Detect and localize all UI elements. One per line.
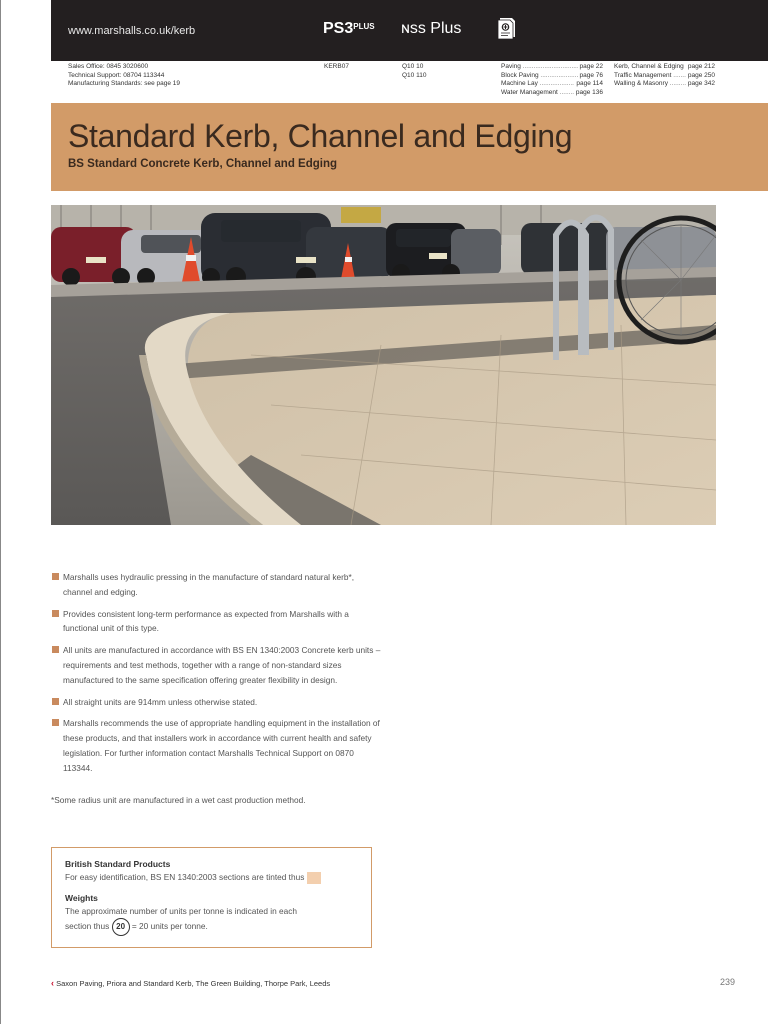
list-item-text: All units are manufactured in accordance with BS EN 1340:2003 Concrete kerb units – requirements and test methods, together with a range of non-standard sizes manufactured to the same specification offering greater flexibility in design.: [63, 645, 381, 685]
list-item: [51, 643, 381, 687]
photo-caption-text: Saxon Paving, Priora and Standard Kerb, The Green Building, Thorpe Park, Leeds: [56, 979, 331, 988]
page-index-entry[interactable]: [501, 63, 603, 72]
bs-products-desc: For easy identification, BS EN 1340:2003 sections are tinted thus: [65, 872, 305, 882]
page-index-column-2: [614, 63, 715, 89]
page-index-entry[interactable]: [614, 72, 715, 81]
site-url-link[interactable]: www.marshalls.co.uk/kerb: [68, 25, 196, 37]
ps3-logo-sup: PLUS: [353, 22, 375, 31]
list-item-text: Marshalls recommends the use of appropriate handling equipment in the installation of these products, and that installers work in accordance with current health and safety legislation. For further information contact Marshalls Technical Support on 0870 113344.: [63, 718, 380, 773]
page-index-label: Kerb, Channel & Edging .....: [614, 63, 686, 72]
kerb-photo: [51, 205, 716, 525]
certificate-icon: [497, 16, 517, 40]
page-index-entry[interactable]: [501, 89, 603, 98]
weights-heading: Weights: [65, 893, 98, 903]
list-item: [51, 607, 381, 637]
list-item-text: Provides consistent long-term performance as expected from Marshalls with a functional unit of this type.: [63, 608, 349, 634]
page-index-entry[interactable]: [501, 80, 603, 89]
ps3-plus-logo: [323, 20, 375, 38]
bullet-square-icon: [52, 573, 59, 580]
page-index-page: page 114: [576, 80, 603, 87]
photo-caption: [51, 978, 330, 988]
page-index-label: Traffic Management .....: [614, 72, 686, 81]
list-item: [51, 570, 381, 600]
bs-products-text: [65, 870, 358, 884]
header-bar: [51, 0, 768, 61]
bullet-square-icon: [52, 698, 59, 705]
page-index-column-1: [501, 63, 603, 97]
page-number: 239: [720, 977, 736, 987]
chevron-left-icon: ‹: [51, 978, 54, 988]
weights-post: = 20 units per tonne.: [131, 921, 208, 932]
page-index-entry[interactable]: [501, 72, 603, 81]
page-index-label: Machine Lay .....: [501, 80, 574, 89]
page-index-label: Water Management .....: [501, 89, 574, 98]
page-index-page: page 136: [575, 88, 603, 96]
feature-list: [51, 570, 381, 783]
page-index-page: page 212: [687, 63, 715, 70]
list-item: [51, 695, 381, 710]
list-item-text: Marshalls uses hydraulic pressing in the manufacture of standard natural kerb*, channel and edging.: [63, 572, 355, 597]
page-edge-line: [0, 0, 1, 1024]
page-index-label: Paving .....: [501, 63, 578, 72]
contact-info: [68, 63, 180, 89]
bs-products-heading: British Standard Products: [65, 859, 171, 869]
weights-text-line2: [65, 918, 358, 936]
bullet-square-icon: [52, 610, 59, 617]
page-subtitle: BS Standard Concrete Kerb, Channel and Edging: [68, 158, 338, 170]
page-index-page: page 76: [579, 71, 603, 79]
technical-support: Technical Support: 08704 113344: [68, 71, 165, 79]
title-band: [51, 103, 768, 191]
weights-text-line1: The approximate number of units per tonne is indicated in each: [65, 906, 297, 916]
bullet-square-icon: [52, 719, 59, 726]
nss-plus-logo: ɴss Plus: [401, 20, 462, 37]
spec-refs: [402, 63, 426, 80]
sales-office: Sales Office: 0845 3020600: [68, 63, 149, 70]
page-index-page: page 250: [687, 71, 715, 79]
page-index-label: Block Paving .....: [501, 72, 578, 81]
manufacturing-standards: Manufacturing Standards: see page 19: [68, 80, 181, 87]
footnote: *Some radius unit are manufactured in a wet cast production method.: [51, 795, 306, 805]
product-code: KERB07: [324, 63, 349, 70]
ps3-logo-text: PS3: [323, 20, 354, 37]
page-title: Standard Kerb, Channel and Edging: [68, 118, 573, 154]
page-index-entry[interactable]: [614, 80, 715, 89]
page-index-label: Walling & Masonry .....: [614, 80, 686, 89]
weights-pre: section thus: [65, 921, 110, 932]
page-index-page: page 22: [579, 63, 603, 70]
list-item: [51, 716, 381, 775]
units-per-tonne-badge: 20: [112, 918, 130, 936]
list-item-text: All straight units are 914mm unless otherwise stated.: [63, 696, 258, 707]
spec-ref: Q10 10: [402, 63, 424, 70]
bullet-square-icon: [52, 646, 59, 653]
page-index-page: page 342: [687, 80, 715, 87]
page-index-entry[interactable]: [614, 63, 715, 72]
info-box: [51, 847, 372, 948]
spec-ref: Q10 110: [402, 71, 427, 79]
tint-swatch: [307, 872, 321, 884]
